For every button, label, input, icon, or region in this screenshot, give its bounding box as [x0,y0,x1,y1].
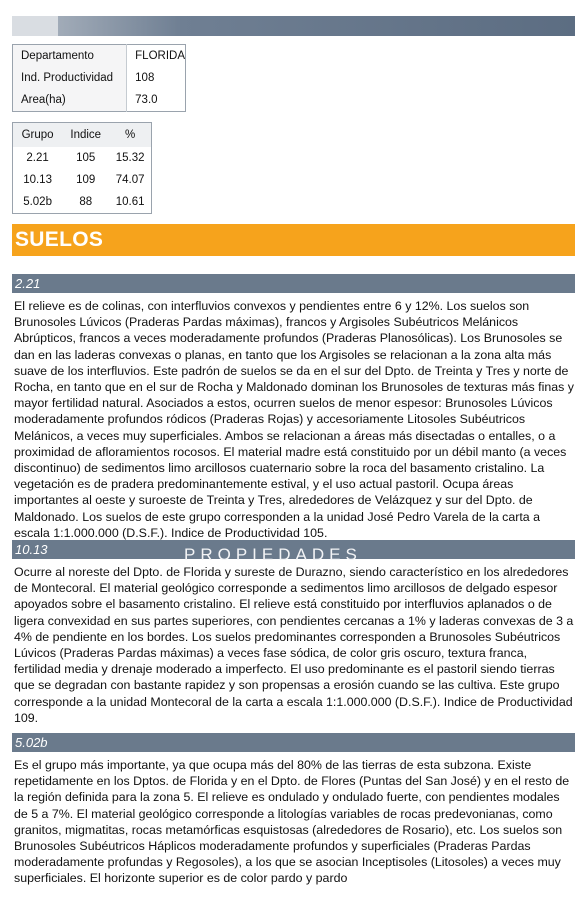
info-key: Departamento [13,45,127,68]
info-value: FLORIDA [127,45,186,68]
info-key: Area(ha) [13,89,127,112]
table-row [13,67,186,89]
table-row [13,191,152,214]
column-header: % [109,123,151,148]
table-header-row [13,123,152,148]
group-description-10-13: Ocurre al noreste del Dpto. de Florida y sureste de Durazno, siendo característico en los alrededores de Montecoral. El material geológico corresponde a sedimentos limo arcillosos de delgado espesor apoyados sobre el basamento cristalino. El relieve está constituido por interfluvios aplanados o de ligera convexidad en sus partes superiores, con pendientes cercanas a 1% y laderas convexas de 3 a 4% de pendiente en los bordes. Los suelos predominantes corresponden a Brunosoles Subéutricos Lúvicos (Praderas Pardas máximas) a veces fase sódica, de color gris oscuro, textura franca, fertilidad media y drenaje moderado a imperfecto. El uso predominante es el pastoril siendo tierras que se degradan con bastante rapidez y son propensas a erosión cuando se las cultiva. Este grupo corresponde a la unidad Montecoral de la carta a escala 1:1.000.000 (D.S.F.). Indice de Productividad 109. [14,565,574,725]
info-key: Ind. Productividad [13,67,127,89]
group-description-2-21: El relieve es de colinas, con interfluvios convexos y pendientes entre 6 y 12%. Los suelos son Brunosoles Lúvicos (Praderas Pardas máximas), francos y Argisoles Subéutricos Melánicos Abrúpticos, francos a veces moderadamente profundos (Praderas Planosólicas). Los Brunosoles se dan en las laderas convexas o planas, en tanto que los Argisoles se relacionan a la zona alta más suave de los interfluvios. Este padrón de suelos se da en el sur del Dpto. de Treinta y Tres y norte de Rocha, en tanto que en el sur de Rocha y Maldonado dominan los Brunosoles de texturas más finas y mayor fertilidad natural. Asociados a estos, ocurren suelos de menor espesor: Brunosoles Lúvicos moderadamente profundos ródicos (Praderas Rojas) y accesoriamente Litosoles Subéutricos Melánicos, a veces muy superficiales. Ambos se relacionan a áreas más disectadas o entalles, o a proximidad de afloramientos rocosos. El material madre está constituido por un débil manto (a veces discontinuo) de sedimentos limo arcillosos cuaternario sobre la roca del basamento cristalino. La vegetación es de pradera predominantemente estival, y el uso actual pastoril. Ocupa áreas importantes al oeste y suroeste de Treinta y Tres, alrededores de Velázquez y sur del Dpto. de Maldonado. Los suelos de este grupo corresponden a la unidad José Pedro Varela de la carta a escala 1:1.000.000 (D.S.F.). Indice de Productividad 105. [14,299,574,540]
group-header-10-13: 10.13 [12,540,575,559]
table-cell: 109 [76,174,96,186]
group-header-5-02b: 5.02b [12,733,575,752]
table-cell: 15.32 [115,152,145,164]
section-title: SUELOS [12,224,575,256]
table-row [13,169,152,191]
table-cell: 2.21 [26,152,49,164]
watermark: PROPIEDADES [184,545,362,564]
info-value: 73.0 [127,89,186,112]
column-header: Indice [62,123,109,148]
info-value: 108 [127,67,186,89]
table-cell: 10.13 [23,174,52,186]
table-cell: 88 [79,196,93,208]
table-cell: 10.61 [115,196,145,208]
table-cell: 105 [76,152,96,164]
table-row [13,147,152,169]
info-table [12,44,186,112]
table-row [13,45,186,68]
table-cell: 74.07 [115,174,145,186]
table-row [13,89,186,112]
header-bar-accent [12,16,58,36]
table-cell: 5.02b [23,196,52,208]
grupos-table [12,122,152,214]
group-header-2-21: 2.21 [12,274,575,293]
group-description-5-02b: Es el grupo más importante, ya que ocupa más del 80% de las tierras de esta subzona. Existe repetidamente en los Dptos. de Florida y en el Dpto. de Flores (Puntas del San José) y en el resto de la región definida para la zona 5. El relieve es ondulado y ondulado fuerte, con pendientes modales de 5 a 7%. El material geológico corresponde a litologías variables de rocas predevonianas, como granitos, migmatitas, rocas metamórficas esquistosas (alrededores de Rosario), etc. Los suelos son Brunosoles Subéutricos Háplicos moderadamente profundos y superficiales (Praderas Pardas moderadamente profundas y Regosoles), a los que se asocian Inceptisoles (Litosoles) a veces muy superficiales. El horizonte superior es de color pardo y pardo [14,758,570,886]
column-header: Grupo [13,123,63,148]
header-bar [12,16,575,36]
